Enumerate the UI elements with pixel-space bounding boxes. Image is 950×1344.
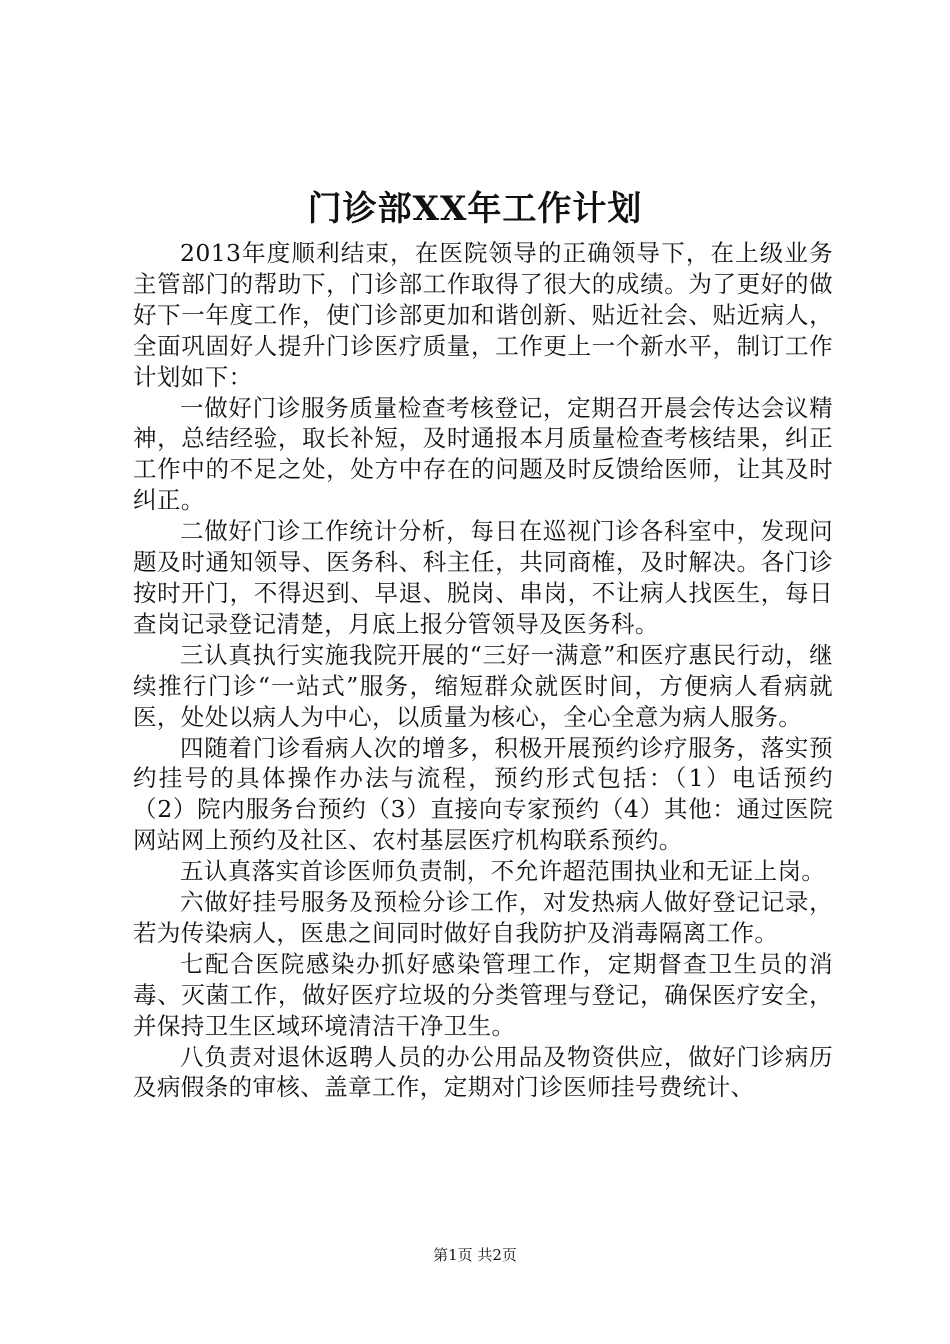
- paragraph-item-8: 八负责对退休返聘人员的办公用品及物资供应，做好门诊病历及病假条的审核、盖章工作，定期对门诊医师挂号费统计、: [133, 1042, 833, 1102]
- document-title: 门诊部XX年工作计划: [307, 189, 643, 229]
- paragraph-item-6: 六做好挂号服务及预检分诊工作，对发热病人做好登记记录，若为传染病人，医患之间同时做好自我防护及消毒隔离工作。: [133, 888, 833, 947]
- paragraph-item-3: 三认真执行实施我院开展的“三好一满意”和医疗惠民行动，继续推行门诊“一站式”服务，缩短群众就医时间，方便病人看病就医，处处以病人为中心，以质量为核心，全心全意为病人服务。: [133, 640, 833, 731]
- document-body: [133, 238, 833, 1103]
- paragraph-intro: 2013年度顺利结束，在医院领导的正确领导下，在上级业务主管部门的帮助下，门诊部工作取得了很大的成绩。为了更好的做好下一年度工作，使门诊部更加和谐创新、贴近社会、贴近病人，全面巩固好人提升门诊医疗质量，工作更上一个新水平，制订工作计划如下：: [133, 239, 833, 391]
- paragraph-item-5: 五认真落实首诊医师负责制，不允许超范围执业和无证上岗。: [180, 857, 826, 886]
- paragraph-item-4: 四随着门诊看病人次的增多，积极开展预约诊疗服务，落实预约挂号的具体操作办法与流程，预约形式包括：（1）电话预约（2）院内服务台预约（3）直接向专家预约（4）其他：通过医院网站网上预约及社区、农村基层医疗机构联系预约。: [133, 733, 833, 855]
- page-number-footer: 第1页 共2页: [433, 1246, 517, 1264]
- paragraph-item-7: 七配合医院感染办抓好感染管理工作，定期督查卫生员的消毒、灭菌工作，做好医疗垃圾的分类管理与登记，确保医疗安全，并保持卫生区域环境清洁干净卫生。: [133, 949, 833, 1040]
- paragraph-item-2: 二做好门诊工作统计分析，每日在巡视门诊各科室中，发现问题及时通知领导、医务科、科主任，共同商榷，及时解决。各门诊按时开门，不得迟到、早退、脱岗、串岗，不让病人找医生，每日查岗记录登记清楚，月底上报分管领导及医务科。: [133, 517, 833, 638]
- paragraph-item-1: 一做好门诊服务质量检查考核登记，定期召开晨会传达会议精神，总结经验，取长补短，及时通报本月质量检查考核结果，纠正工作中的不足之处，处方中存在的问题及时反馈给医师，让其及时纠正。: [133, 393, 833, 515]
